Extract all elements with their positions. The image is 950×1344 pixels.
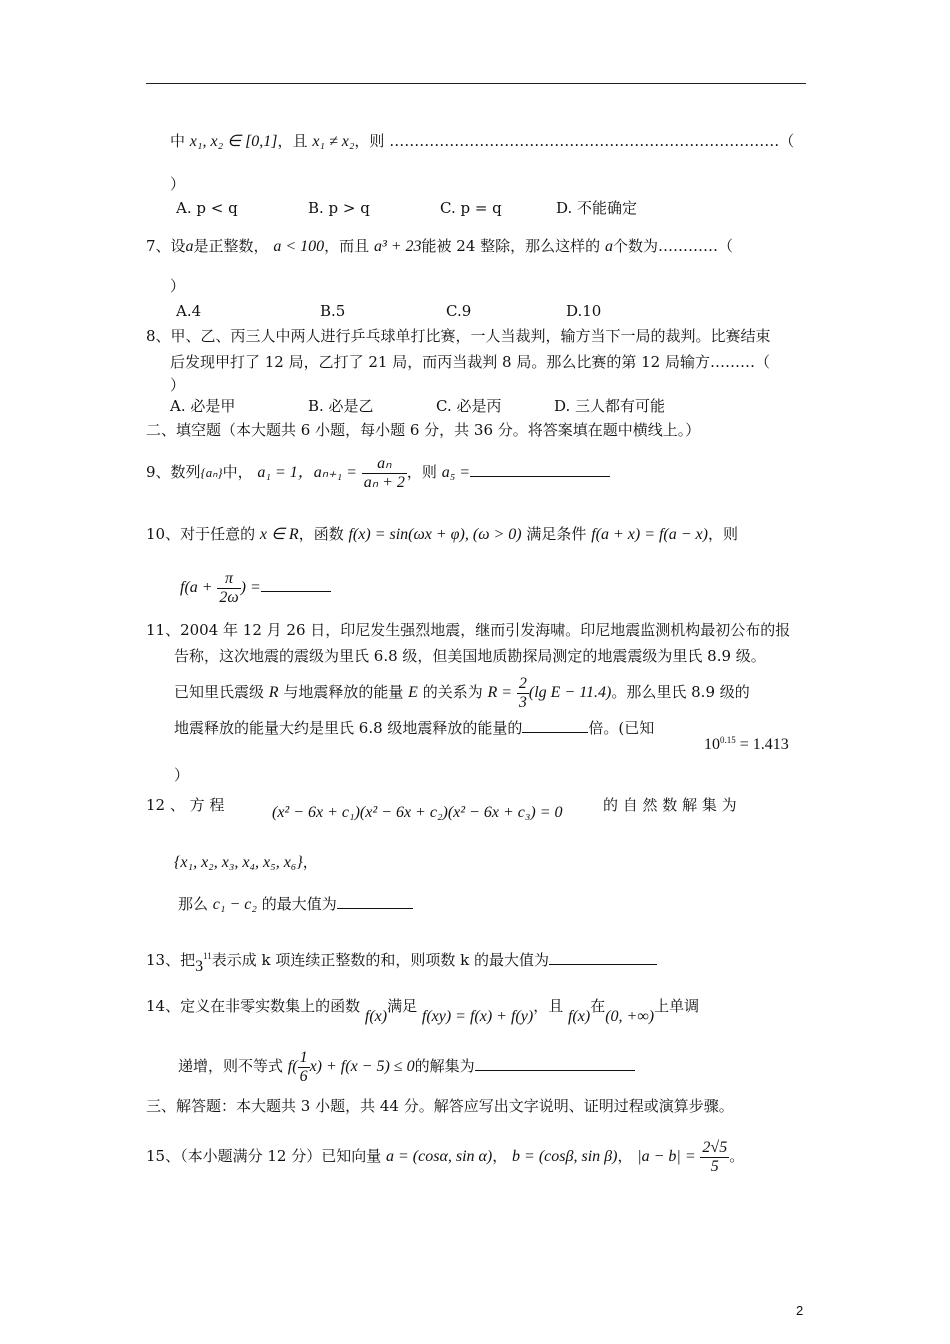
q6-option-d: D. 不能确定 <box>556 199 638 217</box>
q9-sequence: {aₙ} <box>200 465 223 480</box>
q13-line <box>146 946 657 975</box>
q11-line-3 <box>174 672 750 713</box>
q15-text-2: ， <box>492 1147 508 1165</box>
q7-var-a: a <box>185 238 194 255</box>
q11-text-e: 的关系为 <box>422 683 483 701</box>
q10-text-2: ，函数 <box>298 525 344 543</box>
q10-text-1: 10、对于任意的 <box>146 525 256 543</box>
q7-cond-2: a³ + 23 <box>373 238 422 255</box>
q11-close-paren: ） <box>174 766 190 784</box>
q8-close-paren: ） <box>170 376 186 394</box>
q9-text-1: 9、数列 <box>146 463 201 481</box>
q15-numerator: 2√5 <box>702 1138 728 1156</box>
q6-prefix: 中 <box>170 132 186 150</box>
q10-numerator: π <box>217 570 240 589</box>
q15-text-4: 。 <box>729 1147 745 1165</box>
q7-text-5: 个数为…………（ <box>612 237 733 255</box>
q7-option-a: A.4 <box>176 302 202 320</box>
q8-line-1: 8、甲、乙、丙三人中两人进行乒乓球单打比赛，一人当裁判，输方当下一局的裁判。比赛结束 <box>146 327 771 345</box>
q11-given <box>704 730 789 755</box>
q6-option-c: C. p = q <box>440 199 502 217</box>
q11-line-2: 告称，这次地震的震级为里氏 6.8 级，但美国地质勘探局测定的地震震级为里氏 8.9 级。 <box>174 647 766 665</box>
q10-fraction <box>217 570 240 607</box>
q14-function-2: f(x) <box>567 1008 591 1025</box>
q13-exponent: 11 <box>203 951 212 961</box>
q9-line <box>146 452 610 493</box>
q14-text-3: ，且 <box>533 997 564 1015</box>
q10-function: f(x) = sin(ωx + φ), (ω > 0) <box>348 526 522 543</box>
q6-option-a: A. p < q <box>176 199 238 217</box>
q12-difference: c₁ − c₂ <box>212 896 257 913</box>
q9-answer-blank[interactable] <box>470 462 610 477</box>
q12-text-1: 12 、 方 程 <box>146 796 225 814</box>
q6-option-b: B. p > q <box>308 199 370 217</box>
section-2-heading: 二、填空题（本大题共 6 小题，每小题 6 分，共 36 分。将答案填在题中横线上。） <box>146 421 701 439</box>
q15-denominator: 5 <box>710 1157 719 1175</box>
q12-answer-blank[interactable] <box>337 894 413 909</box>
q11-answer-blank[interactable] <box>522 718 588 733</box>
q7-text-4: 能被 24 整除，那么这样的 <box>421 237 601 255</box>
q11-text-4a: 地震释放的能量大约是里氏 6.8 级地震释放的能量的 <box>174 719 523 737</box>
q11-denominator: 3 <box>518 693 527 711</box>
q14-fraction <box>298 1049 310 1086</box>
q7-options <box>176 301 601 321</box>
q15-text-1: 15、（本小题满分 12 分）已知向量 <box>146 1147 382 1165</box>
q12-text-3: ， <box>302 853 318 871</box>
q6-condition-2: x₁ ≠ x₂ <box>312 133 355 150</box>
q6-condition-1: x₁, x₂ ∈ [0,1] <box>189 133 278 150</box>
q12-line-1 <box>146 795 224 815</box>
q7-line <box>146 236 733 257</box>
q10-line-1 <box>146 524 738 545</box>
q11-text-h: 。那么里氏 8.9 级的 <box>611 683 750 701</box>
q7-close-paren: ） <box>170 277 186 295</box>
q14-text-1: 14、定义在非零实数集上的函数 <box>146 997 361 1015</box>
header-rule <box>146 83 806 84</box>
q13-text-1: 13、把 <box>146 951 196 969</box>
q10-denominator: 2ω <box>219 588 239 606</box>
q14-numerator: 1 <box>299 1048 308 1066</box>
q8-option-d: D. 三人都有可能 <box>554 397 666 415</box>
q13-answer-blank[interactable] <box>549 950 657 965</box>
q10-answer-blank[interactable] <box>261 577 331 592</box>
q8-option-a: A. 必是甲 <box>170 397 236 415</box>
q8-options <box>170 396 665 416</box>
q9-text-2: 中， <box>222 463 253 481</box>
q6-close-paren: ） <box>170 175 186 193</box>
q9-text-3: ，则 <box>406 463 437 481</box>
q9-numerator: aₙ <box>362 455 407 474</box>
q10-text-3: 满足条件 <box>526 525 587 543</box>
q10-text-4: ，则 <box>707 525 738 543</box>
q11-base: 10 <box>704 736 720 753</box>
q14-text-2: 满足 <box>387 997 418 1015</box>
q14-function: f(x) <box>364 1008 388 1025</box>
q7-option-d: D.10 <box>566 302 602 320</box>
q6-line <box>170 131 794 152</box>
q7-text-2: 是正整数， <box>193 237 269 255</box>
q7-var-a-2: a <box>604 238 613 255</box>
q14-text-6: 递增，则不等式 <box>178 1057 284 1075</box>
q7-text-3: ，而且 <box>324 237 370 255</box>
q11-text-a: 已知里氏震级 <box>174 683 265 701</box>
q10-condition: f(a + x) = f(a − x) <box>591 526 708 543</box>
q7-text-1: 7、设 <box>146 237 186 255</box>
q11-formula-start: R = <box>487 684 513 701</box>
q11-var-e: E <box>408 684 418 701</box>
q14-equation: f(xy) = f(x) + f(y) <box>421 1008 534 1025</box>
q14-interval: (0, +∞) <box>605 1008 655 1025</box>
q13-text-2: 表示成 k 项连续正整数的和，则项数 k 的最大值为 <box>211 951 550 969</box>
q14-ineq-start: f( <box>287 1058 298 1075</box>
q6-mid: ，且 <box>277 132 308 150</box>
q15-text-3: ， <box>617 1147 633 1165</box>
q15-vector-b: b = (cosβ, sin β) <box>512 1148 618 1165</box>
q14-denominator: 6 <box>299 1067 308 1085</box>
q11-text-4b: 倍。(已知 <box>588 719 655 737</box>
q15-vector-a: a = (cosα, sin α) <box>386 1148 493 1165</box>
section-3-heading: 三、解答题：本大题共 3 小题，共 44 分。解答应写出文字说明、证明过程或演算步骤。 <box>146 1097 734 1115</box>
q7-option-c: C.9 <box>446 302 472 320</box>
q10-line-2 <box>180 567 331 608</box>
q7-cond-1: a < 100 <box>273 238 325 255</box>
q7-option-b: B.5 <box>320 302 346 320</box>
q11-given-value: = 1.413 <box>735 736 789 753</box>
q8-option-c: C. 必是丙 <box>436 397 502 415</box>
q10-domain: x ∈ R <box>259 526 299 543</box>
q13-base: 3 <box>195 958 204 975</box>
q10-ask-end: ) = <box>240 579 261 596</box>
q15-fraction <box>700 1139 729 1176</box>
q12-solution-set: {x₁, x₂, x₃, x₄, x₅, x₆} <box>174 854 303 871</box>
q9-recurrence: a₁ = 1，aₙ₊₁ = <box>257 464 357 481</box>
q11-exponent: 0.15 <box>720 735 736 745</box>
q9-ask: a₅ = <box>441 464 471 481</box>
q11-line-4 <box>174 718 654 738</box>
q14-answer-blank[interactable] <box>475 1056 635 1071</box>
q11-var-r: R <box>268 684 279 701</box>
q15-norm: |a − b| = <box>637 1148 696 1165</box>
q14-line-1 <box>146 996 700 1025</box>
q6-options <box>176 198 637 218</box>
q8-option-b: B. 必是乙 <box>308 397 374 415</box>
q8-line-2: 后发现甲打了 12 局，乙打了 21 局，而丙当裁判 8 局。那么比赛的第 12 局输方………（ <box>170 353 770 371</box>
q11-line-1: 11、2004 年 12 月 26 日，印尼发生强烈地震，继而引发海啸。印尼地震监测机构最初公布的报 <box>146 621 791 639</box>
q15-line <box>146 1136 744 1177</box>
q11-formula-end: (lg E − 11.4) <box>528 684 612 701</box>
q12-line-3 <box>178 894 413 915</box>
q12-text-2: 的 自 然 数 解 集 为 <box>603 796 737 814</box>
q14-text-4: 在 <box>590 997 606 1015</box>
q12-line-2 <box>174 852 318 873</box>
q14-line-2 <box>178 1046 635 1087</box>
q12-equation: (x² − 6x + c₁)(x² − 6x + c₂)(x² − 6x + c₃) = 0 <box>272 804 563 821</box>
q12-text-5: 的最大值为 <box>261 895 337 913</box>
q11-numerator: 2 <box>518 674 527 692</box>
q14-text-7: 的解集为 <box>414 1057 475 1075</box>
q9-fraction <box>362 455 407 492</box>
q10-ask-start: f(a + <box>180 579 213 596</box>
q14-ineq-end: x) + f(x − 5) ≤ 0 <box>309 1058 415 1075</box>
q12-text-4: 那么 <box>178 895 209 913</box>
q6-suffix: ，则 ……………………………………………………………………（ <box>354 132 795 150</box>
page-number: 2 <box>796 1303 804 1318</box>
q14-text-5: 上单调 <box>654 997 700 1015</box>
q11-text-c: 与地震释放的能量 <box>283 683 404 701</box>
q12-equation-line <box>272 802 563 823</box>
q11-fraction <box>517 675 529 712</box>
q9-denominator: aₙ + 2 <box>363 473 405 491</box>
